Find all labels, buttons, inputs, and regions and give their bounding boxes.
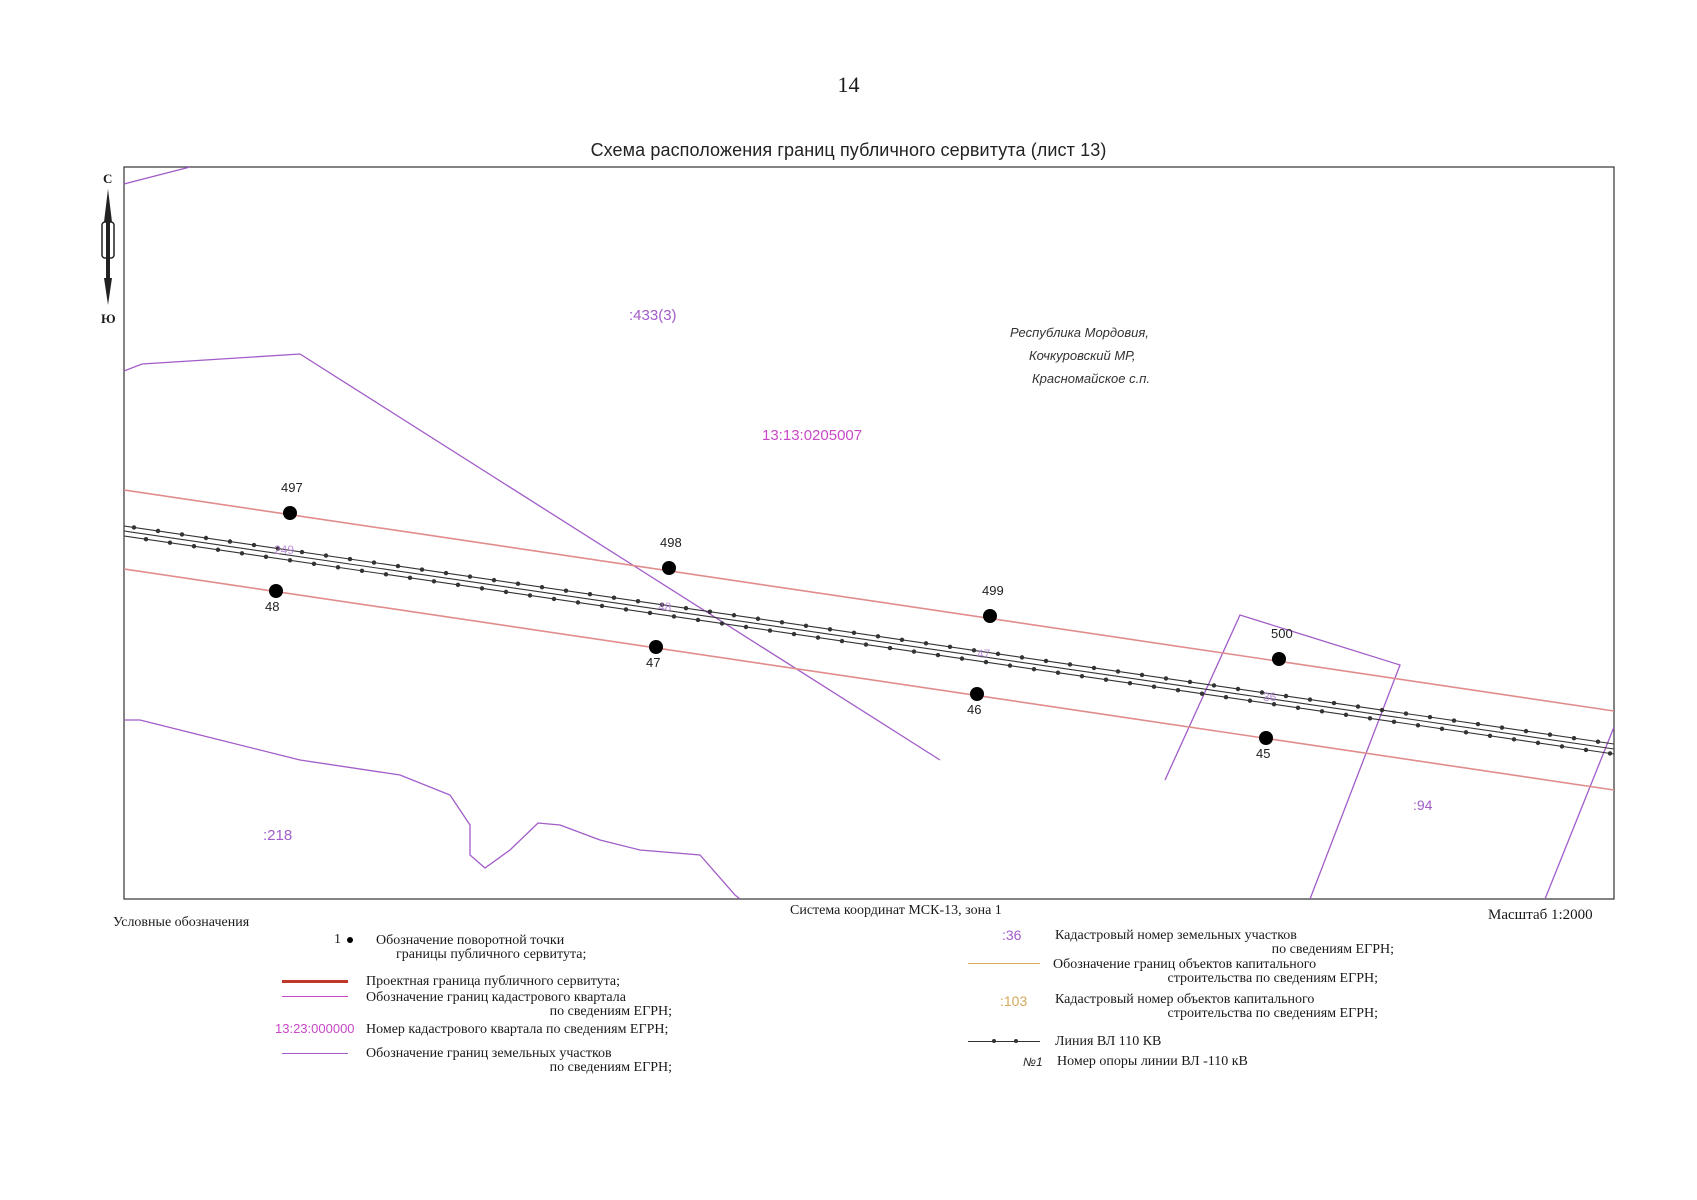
power-line-marker (624, 607, 628, 611)
power-line-marker (1080, 674, 1084, 678)
north-arrow-shaft (106, 222, 110, 278)
pylon-label-48: 48 (658, 600, 672, 614)
power-line-marker (216, 548, 220, 552)
power-line-marker (1608, 751, 1612, 755)
power-line-marker (264, 555, 268, 559)
power-line-marker (156, 529, 160, 533)
turning-point (649, 640, 663, 654)
power-line-marker (132, 525, 136, 529)
scale-label: Масштаб 1:2000 (1488, 907, 1593, 923)
power-line-marker (1164, 676, 1168, 680)
power-line-marker (588, 592, 592, 596)
legend-building-boundary-line-2: строительства по сведениям ЕГРН; (1167, 971, 1378, 986)
legend-quarter-number-text: Номер кадастрового квартала по сведениям ЕГРН; (366, 1022, 669, 1037)
north-label: С (103, 171, 113, 186)
power-line-marker (1152, 684, 1156, 688)
parcel-boundary-218 (124, 720, 740, 899)
power-line-marker (1332, 701, 1336, 705)
power-line-marker (252, 543, 256, 547)
power-line-marker (1356, 704, 1360, 708)
map-title: Схема расположения границ публичного сервитута (лист 13) (590, 140, 1107, 160)
point-label: 46 (967, 702, 982, 717)
power-line-marker (936, 653, 940, 657)
power-line-marker (744, 625, 748, 629)
power-line-marker (564, 588, 568, 592)
parcel-boundary-433 (124, 354, 940, 760)
power-line-marker (1368, 716, 1372, 720)
legend-servitude-line (282, 980, 348, 983)
power-line-marker (852, 631, 856, 635)
legend-point-number: 1 (334, 932, 341, 947)
power-line-marker (396, 564, 400, 568)
power-line-marker (1548, 732, 1552, 736)
point-label: 47 (646, 655, 661, 670)
power-line-marker (924, 641, 928, 645)
south-label: Ю (101, 311, 116, 326)
region-line-1: Республика Мордовия, (1010, 325, 1149, 340)
power-line-marker (684, 606, 688, 610)
legend-title: Условные обозначения (113, 915, 250, 930)
power-line-marker (1032, 667, 1036, 671)
power-line-marker (1284, 694, 1288, 698)
legend-building-boundary-text (1053, 958, 1378, 986)
point-label: 500 (1271, 626, 1293, 641)
legend-servitude-text: Проектная граница публичного сервитута; (366, 974, 621, 989)
power-line-marker (1128, 681, 1132, 685)
point-label: 48 (265, 599, 280, 614)
point-label: 498 (660, 535, 682, 550)
legend-quarter-boundary-line-1: Обозначение границ кадастрового квартала (366, 990, 626, 1005)
power-line-marker (816, 635, 820, 639)
power-line-marker (1416, 723, 1420, 727)
power-line-marker (1248, 699, 1252, 703)
legend-power-line-text: Линия ВЛ 110 КВ (1055, 1034, 1162, 1049)
parcel-label-94: :94 (1413, 797, 1433, 813)
power-wire-1 (124, 526, 1614, 744)
power-line-marker (468, 574, 472, 578)
power-line-marker (780, 620, 784, 624)
power-line-marker (1476, 722, 1480, 726)
power-line-marker (996, 652, 1000, 656)
power-line-marker (912, 649, 916, 653)
power-line-marker (696, 618, 700, 622)
legend-parcel-boundary-line-2: по сведениям ЕГРН; (549, 1060, 672, 1075)
power-line-marker (432, 579, 436, 583)
legend-point-text (376, 934, 586, 962)
power-line-marker (1044, 659, 1048, 663)
power-line-marker (444, 571, 448, 575)
region-line-2: Кочкуровский МР, (1029, 348, 1136, 363)
power-line-marker (1452, 718, 1456, 722)
point-label: 499 (982, 583, 1004, 598)
legend-pylon-text: Номер опоры линии ВЛ -110 кВ (1057, 1054, 1248, 1069)
legend-quarter-boundary-line-2: по сведениям ЕГРН; (549, 1004, 672, 1019)
power-line-marker (1140, 673, 1144, 677)
power-line-marker (492, 578, 496, 582)
legend-point-line-2: границы публичного сервитута; (396, 947, 587, 962)
power-line-marker (792, 632, 796, 636)
power-line-marker (384, 572, 388, 576)
power-line-marker (1380, 708, 1384, 712)
servitude-north-edge (124, 490, 1614, 711)
map-frame (124, 167, 1614, 899)
power-line-marker (1296, 706, 1300, 710)
power-line-marker (600, 604, 604, 608)
power-line-marker (804, 624, 808, 628)
turning-point (283, 506, 297, 520)
parcel-boundaries (124, 167, 1614, 899)
power-line-marker (168, 541, 172, 545)
power-line-marker (900, 638, 904, 642)
pylon-label-36: 36 (1263, 690, 1277, 704)
power-line-marker (1488, 734, 1492, 738)
power-line-marker (1200, 692, 1204, 696)
turning-point (1272, 652, 1286, 666)
power-line-marker (300, 550, 304, 554)
power-line-marker (1560, 744, 1564, 748)
power-line-marker (180, 532, 184, 536)
power-line-marker (1236, 687, 1240, 691)
point-label: 45 (1256, 746, 1271, 761)
power-line-marker (372, 560, 376, 564)
power-line-marker (1344, 713, 1348, 717)
north-arrow (102, 189, 114, 305)
legend-parcel-number-sample: :36 (1002, 927, 1022, 943)
power-line-marker (1428, 715, 1432, 719)
legend-power-line-sample (968, 1041, 1040, 1042)
turning-point (662, 561, 676, 575)
power-line-marker (1092, 666, 1096, 670)
legend-parcel-line (282, 1053, 348, 1054)
power-line-marker (648, 611, 652, 615)
parcel-label-433: :433(3) (629, 307, 677, 324)
power-line-marker (1596, 739, 1600, 743)
power-line-marker (348, 557, 352, 561)
power-line-marker (336, 565, 340, 569)
south-arrow-head (104, 278, 112, 305)
quarter-number-label: 13:13:0205007 (762, 427, 863, 444)
power-line-marker (1008, 663, 1012, 667)
pylon-label-47: 47 (977, 647, 991, 661)
power-line-marker (1404, 711, 1408, 715)
power-line-marker (528, 593, 532, 597)
power-line-marker (612, 595, 616, 599)
legend-point-symbol (334, 932, 353, 948)
power-line-marker (144, 537, 148, 541)
legend-building-line (968, 963, 1040, 964)
legend-point-dot (347, 937, 353, 943)
legend-quarter-line (282, 996, 348, 997)
point-label: 497 (281, 480, 303, 495)
power-line-marker (408, 576, 412, 580)
power-line-110kv (124, 526, 1614, 754)
power-line-marker (972, 648, 976, 652)
power-line-marker (756, 617, 760, 621)
power-line-marker (720, 621, 724, 625)
power-line-marker (312, 562, 316, 566)
power-line-marker (504, 590, 508, 594)
legend-pylon-symbol: №1 (1023, 1055, 1043, 1069)
legend-parcel-number-line-2: по сведениям ЕГРН; (1271, 942, 1394, 957)
power-line-marker (1176, 688, 1180, 692)
power-line-marker (1056, 670, 1060, 674)
power-line-marker (1188, 680, 1192, 684)
power-line-marker (636, 599, 640, 603)
power-line-marker (1392, 720, 1396, 724)
north-arrow-head (104, 189, 112, 222)
turning-point (1259, 731, 1273, 745)
coordinate-system-label: Система координат МСК-13, зона 1 (790, 903, 1002, 918)
power-line-marker (1068, 662, 1072, 666)
power-line-marker (1500, 725, 1504, 729)
power-line-marker (828, 627, 832, 631)
power-line-marker (768, 628, 772, 632)
legend-building-number-line-2: строительства по сведениям ЕГРН; (1167, 1006, 1378, 1021)
power-line-marker (948, 645, 952, 649)
power-line-marker (1224, 695, 1228, 699)
power-line-marker (1536, 741, 1540, 745)
power-line-marker (732, 613, 736, 617)
power-line-marker (1212, 683, 1216, 687)
power-line-marker (1572, 736, 1576, 740)
power-line-marker (708, 610, 712, 614)
power-line-marker (228, 539, 232, 543)
turning-point (269, 584, 283, 598)
power-line-marker (876, 634, 880, 638)
power-line-marker (1320, 709, 1324, 713)
power-line-marker (840, 639, 844, 643)
power-line-marker (888, 646, 892, 650)
power-line-marker (1020, 655, 1024, 659)
power-line-marker (516, 581, 520, 585)
power-line-marker (960, 656, 964, 660)
legend-building-number-line-1: Кадастровый номер объектов капитального (1055, 992, 1315, 1007)
power-line-marker (576, 600, 580, 604)
power-line-marker (1116, 669, 1120, 673)
page-number: 14 (837, 72, 860, 97)
region-line-3: Красномайское с.п. (1032, 371, 1150, 386)
power-wire-3 (124, 536, 1614, 754)
legend-building-number-text (1055, 993, 1378, 1021)
power-line-marker (1440, 727, 1444, 731)
turning-point (970, 687, 984, 701)
power-line-marker (1584, 748, 1588, 752)
power-line-marker (1104, 677, 1108, 681)
parcel-label-218: :218 (263, 827, 293, 844)
power-line-marker (240, 551, 244, 555)
power-line-marker (480, 586, 484, 590)
legend-quarter-number-sample: 13:23:000000 (275, 1021, 355, 1036)
legend-building-number-sample: :103 (1000, 993, 1028, 1009)
legend-building-boundary-line-1: Обозначение границ объектов капитального (1053, 957, 1317, 972)
legend-power-line-dot (992, 1039, 996, 1043)
power-line-marker (1512, 737, 1516, 741)
legend-point-line-1: Обозначение поворотной точки (376, 933, 565, 948)
power-wire-2 (124, 531, 1614, 749)
power-line-marker (456, 583, 460, 587)
power-line-marker (1308, 697, 1312, 701)
power-line-marker (204, 536, 208, 540)
legend-parcel-number-line-1: Кадастровый номер земельных участков (1055, 928, 1297, 943)
legend-parcel-boundary-line-1: Обозначение границ земельных участков (366, 1046, 612, 1061)
power-line-marker (552, 597, 556, 601)
legend-power-line-dot (1014, 1039, 1018, 1043)
power-line-marker (192, 544, 196, 548)
power-line-marker (288, 558, 292, 562)
power-line-marker (1524, 729, 1528, 733)
region-label (1000, 321, 1150, 390)
legend-parcel-boundary-text (366, 1047, 672, 1075)
power-line-marker (360, 569, 364, 573)
power-line-marker (864, 642, 868, 646)
pylon-label-249: 249 (274, 543, 295, 557)
legend-quarter-boundary-text (366, 991, 672, 1019)
power-line-marker (324, 553, 328, 557)
turning-point (983, 609, 997, 623)
power-line-marker (1464, 730, 1468, 734)
servitude-south-edge (124, 569, 1614, 790)
legend-parcel-number-text (1055, 929, 1394, 957)
parcel-boundary-top-left (124, 167, 190, 184)
power-line-marker (420, 567, 424, 571)
power-line-marker (540, 585, 544, 589)
power-line-marker (672, 614, 676, 618)
